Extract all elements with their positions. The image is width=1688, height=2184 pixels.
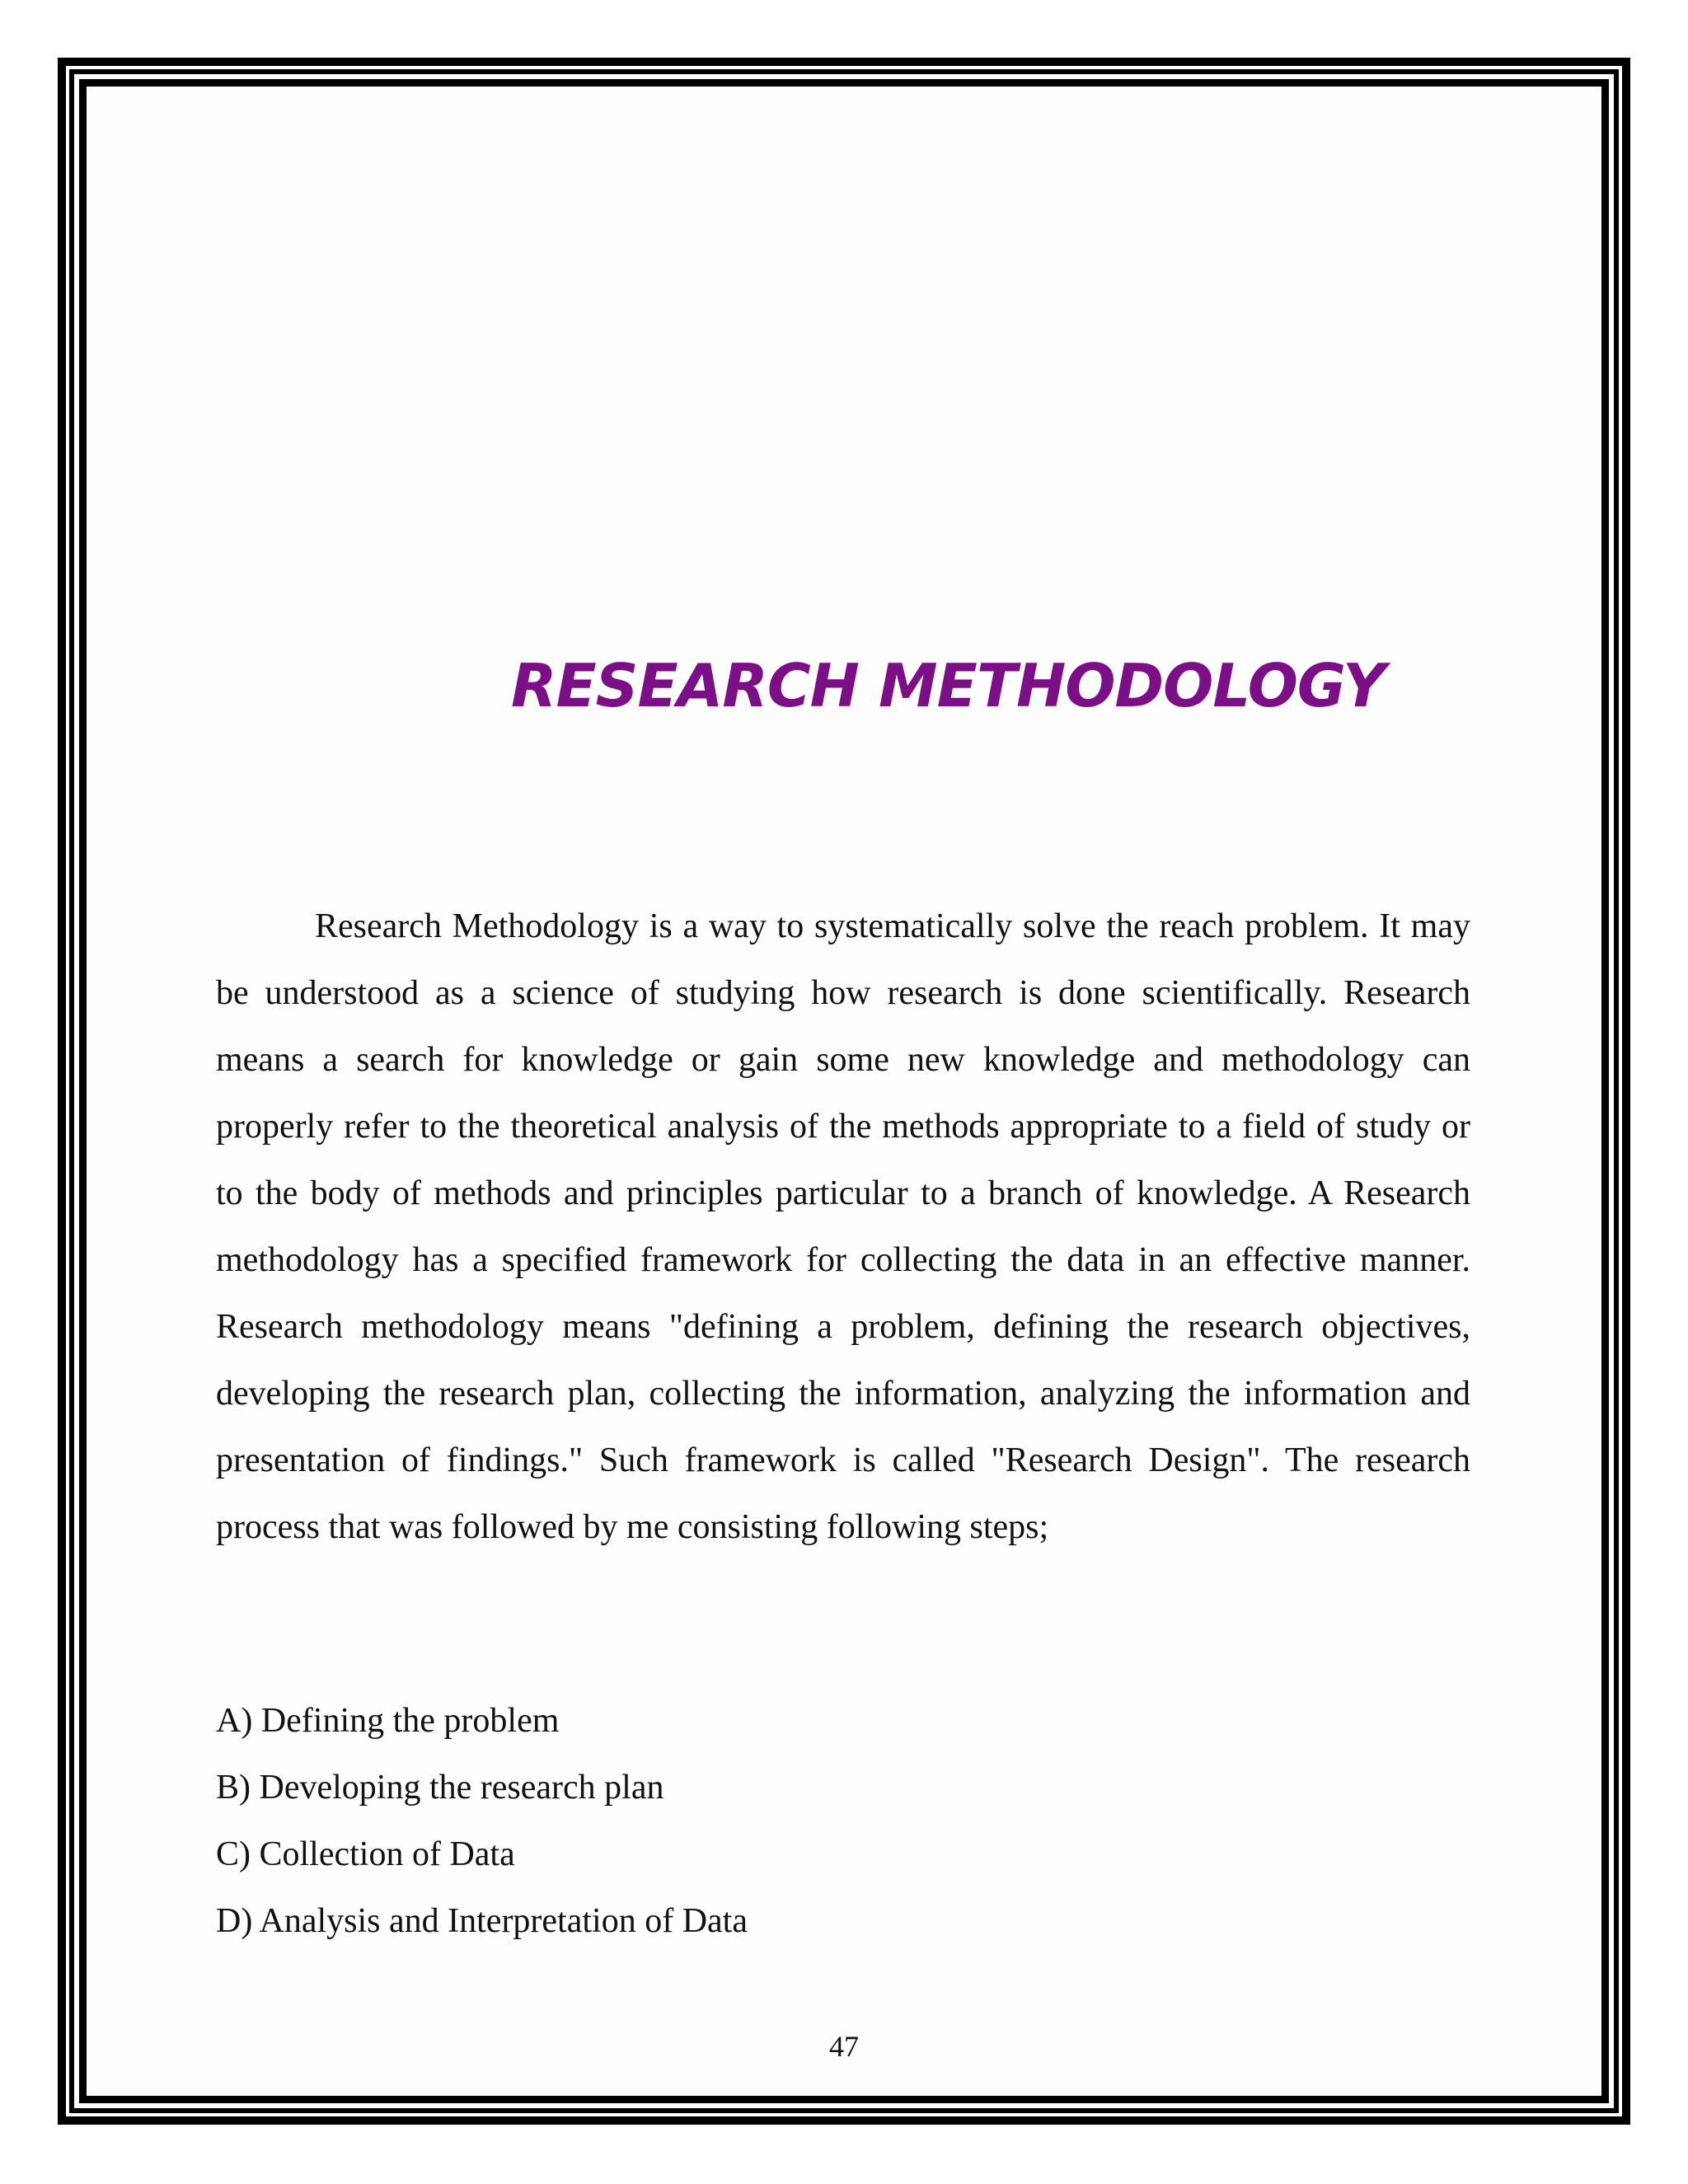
list-item: A) Defining the problem	[216, 1702, 560, 1740]
list-item: B) Developing the research plan	[216, 1769, 664, 1807]
steps-list	[216, 1688, 748, 1955]
list-item: D) Analysis and Interpretation of Data	[216, 1902, 748, 1940]
list-item: C) Collection of Data	[216, 1835, 515, 1873]
page-title: RESEARCH METHODOLOGY	[511, 651, 1386, 720]
body-paragraph: Research Methodology is a way to systematically solve the reach problem. It may be understood as a science of studying how research is done scientifically. Research means a search for knowledge or gain some new knowledge and methodology can properly refer to the theoretical analysis of the methods appropriate to a field of study or to the body of methods and principles particular to a branch of knowledge. A Research methodology has a specified framework for collecting the data in an effective manner. Research methodology means "defining a problem, defining the research objectives, developing the research plan, collecting the information, analyzing the information and presentation of findings." Such framework is called "Research Design". The research process that was followed by me consisting following steps;	[216, 907, 1470, 1546]
page-number: 47	[829, 2030, 859, 2063]
